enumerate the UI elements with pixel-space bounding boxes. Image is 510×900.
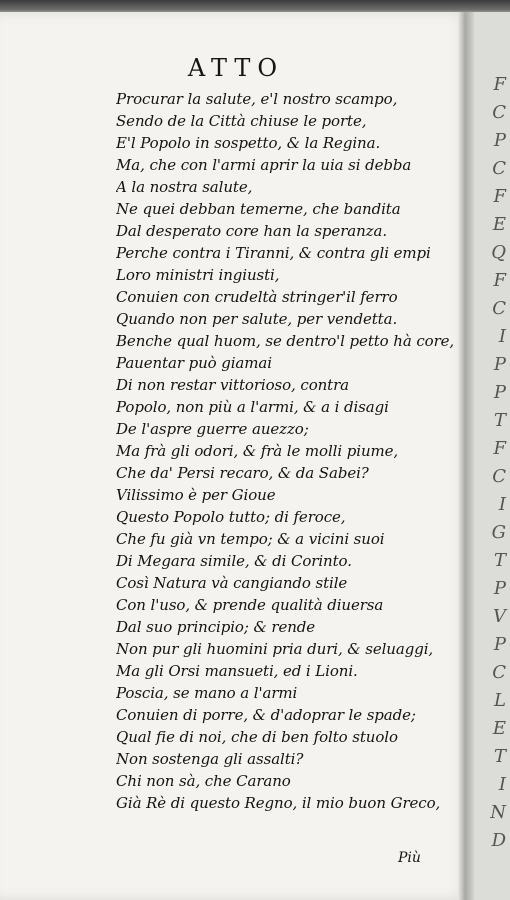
verse-line: Questo Popolo tutto; di feroce, bbox=[116, 508, 346, 526]
verse-line: Ma, che con l'armi aprir la uia si debba bbox=[116, 156, 412, 174]
facing-page-letter: C bbox=[492, 102, 506, 123]
verse-line: Ma gli Orsi mansueti, ed i Lioni. bbox=[116, 662, 358, 680]
facing-page-letter: F bbox=[493, 74, 506, 95]
verse-line: Loro ministri ingiusti, bbox=[116, 266, 280, 284]
verse-line: Poscia, se mano a l'armi bbox=[116, 684, 298, 702]
verse-line: Di non restar vittorioso, contra bbox=[116, 376, 350, 394]
verse-line: Con l'uso, & prende qualità diuersa bbox=[116, 596, 384, 614]
facing-page-letter: C bbox=[492, 662, 506, 683]
facing-page-edge bbox=[474, 12, 510, 900]
verse-text-block bbox=[116, 88, 472, 814]
facing-page-letter: E bbox=[492, 214, 506, 235]
verse-line: Procurar la salute, e'l nostro scampo, bbox=[116, 90, 398, 108]
verse-line: Ne quei debban temerne, che bandita bbox=[116, 200, 401, 218]
verse-line: Non pur gli huomini pria duri, & seluaggi, bbox=[116, 640, 434, 658]
verse-line: Quando non per salute, per vendetta. bbox=[116, 310, 398, 328]
facing-page-letter: C bbox=[492, 158, 506, 179]
facing-page-letter: F bbox=[493, 186, 506, 207]
facing-page-letter: C bbox=[492, 298, 506, 319]
facing-page-letter: G bbox=[491, 522, 506, 543]
facing-page-letter: P bbox=[493, 634, 506, 655]
verse-line: Popolo, non più a l'armi, & a i disagi bbox=[116, 398, 389, 416]
facing-page-letter: I bbox=[498, 326, 506, 347]
verse-line: Dal suo principio; & rende bbox=[116, 618, 316, 636]
verse-line: Chi non sà, che Carano bbox=[116, 772, 291, 790]
page-header: ATTO bbox=[187, 54, 285, 82]
facing-page-letter: Q bbox=[491, 242, 506, 263]
verse-line: Così Natura và cangiando stile bbox=[116, 574, 348, 592]
verse-line: Sendo de la Città chiuse le porte, bbox=[116, 112, 367, 130]
facing-page-letter: I bbox=[498, 494, 506, 515]
facing-page-letter: C bbox=[492, 466, 506, 487]
verse-line: Conuien di porre, & d'adoprar le spade; bbox=[116, 706, 416, 724]
verse-line: Che fu già vn tempo; & a vicini suoi bbox=[116, 530, 385, 548]
verse-line: Vilissimo è per Gioue bbox=[116, 486, 276, 504]
facing-page-letter: F bbox=[493, 270, 506, 291]
facing-page-letter: P bbox=[493, 354, 506, 375]
facing-page-letter: P bbox=[493, 382, 506, 403]
verse-line: Già Rè di questo Regno, il mio buon Greco, bbox=[116, 794, 441, 812]
verse-line: Benche qual huom, se dentro'l petto hà core, bbox=[116, 332, 455, 350]
verse-line: Di Megara simile, & di Corinto. bbox=[116, 552, 352, 570]
book-page bbox=[0, 12, 472, 900]
verse-line: De l'aspre guerre auezzo; bbox=[116, 420, 309, 438]
verse-line: E'l Popolo in sospetto, & la Regina. bbox=[116, 134, 381, 152]
facing-page-letter: T bbox=[493, 550, 506, 571]
verse-line: A la nostra salute, bbox=[116, 178, 253, 196]
facing-page-letter: L bbox=[494, 690, 506, 711]
verse-line: Che da' Persi recaro, & da Sabei? bbox=[116, 464, 369, 482]
facing-page-letter: D bbox=[491, 830, 506, 851]
verse-line: Non sostenga gli assalti? bbox=[116, 750, 304, 768]
facing-page-letter: V bbox=[493, 606, 506, 627]
facing-page-letter: P bbox=[493, 578, 506, 599]
verse-line: Pauentar può giamai bbox=[116, 354, 272, 372]
verse-line: Conuien con crudeltà stringer'il ferro bbox=[116, 288, 398, 306]
book-gutter bbox=[458, 12, 474, 900]
facing-page-letter: T bbox=[493, 410, 506, 431]
facing-page-letter: E bbox=[492, 718, 506, 739]
verse-line: Ma frà gli odori, & frà le molli piume, bbox=[116, 442, 399, 460]
verse-line: Perche contra i Tiranni, & contra gli empi bbox=[116, 244, 431, 262]
facing-page-letter: F bbox=[493, 438, 506, 459]
facing-page-letter: I bbox=[498, 774, 506, 795]
catchword: Più bbox=[398, 850, 421, 866]
facing-page-letter: T bbox=[493, 746, 506, 767]
facing-page-letter: P bbox=[493, 130, 506, 151]
verse-line: Dal desperato core han la speranza. bbox=[116, 222, 387, 240]
facing-page-letter: N bbox=[490, 802, 506, 823]
verse-line: Qual fie di noi, che di ben folto stuolo bbox=[116, 728, 398, 746]
